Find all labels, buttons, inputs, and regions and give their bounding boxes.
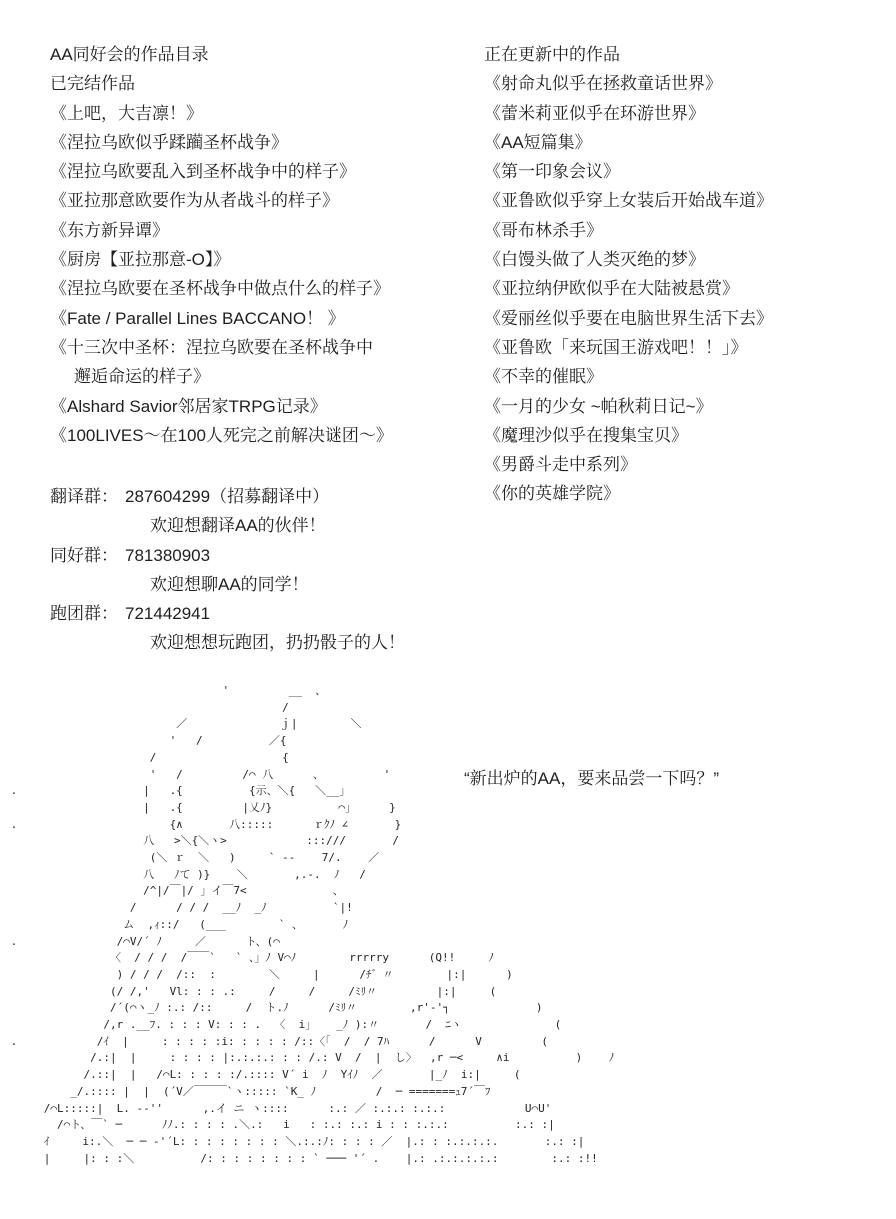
group-note: 欢迎想聊AA的同学！ [150, 574, 309, 594]
ascii-art-line: | .{ |乂ﾉ} ⌒」 } [4, 800, 396, 814]
completed-work-item: 《上吧，大吉凛！》 [50, 103, 203, 123]
ascii-art-line: . {∧ 八::::: ｒｸﾉ ∠ } [4, 817, 402, 831]
ascii-art-line: /^|/￣|/ 」イ￣7< 、 [4, 884, 344, 898]
ascii-art-line: ' __ 、 [4, 684, 327, 697]
ascii-art-line: ／ ｊ| ＼ [4, 717, 362, 731]
ascii-art-line: /⌒ト、￣` ─ ﾉﾉ.: : : : .＼.: i : :.: :.: i : : :.:.: :.: :| [4, 1118, 555, 1132]
catalog-title: AA同好会的作品目录 [50, 45, 209, 64]
trpg-group [50, 599, 405, 628]
ascii-art-line: 〈 / / / /￣￣` ` 、」ﾉ V⌒ﾉ rrrrry (Q!! ﾉ [4, 951, 494, 965]
completed-works-column [50, 40, 393, 450]
group-note: 欢迎想想玩跑团，扔扔骰子的人！ [150, 633, 405, 653]
completed-work-item: 《十三次中圣杯：涅拉乌欧要在圣杯战争中 [50, 337, 373, 357]
group-note: 欢迎想翻译AA的伙伴！ [150, 516, 326, 536]
ascii-art-line: | |: : :＼ /: : : : : : : : ` ─── '´ . |.: .:.:.:.:.: :.: :!! [4, 1151, 598, 1165]
group-label: 跑团群： [50, 604, 118, 624]
completed-work-item: 《东方新异谭》 [50, 220, 169, 240]
ascii-art-line: /,r .__ﾌ. : : : V: : : . 〈 i」 _ﾉ ):〃 / ﾆヽ ( [4, 1018, 562, 1032]
completed-work-item: 《厨房【亚拉那意-O】》 [50, 250, 231, 270]
completed-work-item: 《亚拉那意欧要作为从者战斗的样子》 [50, 191, 339, 211]
ascii-art-line: 八 ﾉて )} ＼ ,.-. ﾉ / [4, 867, 366, 881]
ascii-art-illustration [4, 683, 614, 1167]
group-info [50, 482, 405, 658]
ongoing-work-item: 《白馒头做了人类灭绝的梦》 [484, 250, 705, 270]
ascii-art-line: ) / / / /:: : ＼ | /ﾁ゛〃 |:| ) [4, 967, 513, 981]
ongoing-work-item: 《不幸的催眠》 [484, 367, 603, 387]
fan-group [50, 541, 405, 570]
ascii-art-line: (/ /,' Vl: : : .: / / /ﾐﾘ〃 |:| ( [4, 984, 497, 998]
ongoing-work-item: 《亚鲁欧似乎穿上女装后开始战车道》 [484, 191, 773, 211]
ascii-art-line: / { [4, 750, 289, 764]
translation-group [50, 482, 405, 511]
ongoing-work-item: 《魔理沙似乎在搜集宝贝》 [484, 425, 688, 445]
completed-work-item: 《Alshard Savior邻居家TRPG记录》 [50, 396, 327, 416]
ongoing-works-heading: 正在更新中的作品 [484, 45, 620, 64]
ascii-art-line: /.::| | /⌒L: : : : :/.:::: V´ i ﾉ Yｲﾉ ／ |_ﾉ i:| ( [4, 1068, 521, 1082]
ongoing-work-item: 《一月的少女 ~帕秋莉日记~》 [484, 396, 713, 416]
ascii-art-line: (＼ ｒ ＼ ) ` -- 7/. ／ [4, 851, 380, 865]
ongoing-work-item: 《射命丸似乎在拯救童话世界》 [484, 74, 722, 94]
completed-work-item: 《涅拉乌欧要乱入到圣杯战争中的样子》 [50, 162, 356, 182]
ascii-art-line: / / / / __ﾉ _ﾉ `|! [4, 901, 353, 915]
ongoing-work-item: 《哥布林杀手》 [484, 220, 603, 240]
ongoing-work-item: 《爱丽丝似乎要在电脑世界生活下去》 [484, 308, 773, 328]
ongoing-work-item: 《男爵斗走中系列》 [484, 455, 637, 475]
ascii-art-line: /´(⌒ヽ_ﾉ :.: /:: / ト.ﾉ /ﾐﾘ〃 ,r'-'┐ ) [4, 1001, 543, 1015]
ascii-art-line: . /⌒V/´ ﾉ ／ ト、(⌒ [4, 934, 280, 948]
completed-work-item: 《100LIVES～在100人死完之前解决谜团～》 [50, 425, 393, 445]
ascii-art-line: / [4, 700, 289, 714]
ongoing-work-item: 《第一印象会议》 [484, 162, 620, 182]
completed-work-item: 《涅拉乌欧似乎蹂躏圣杯战争》 [50, 132, 288, 152]
group-label: 翻译群： [50, 487, 118, 506]
ascii-art-line: 八 >＼{＼ヽ> :::/// / [4, 834, 399, 848]
ascii-art-line: . | .{ {示、＼{ ＼__」 [4, 784, 351, 798]
completed-work-item-continued: 邂逅命运的样子》 [74, 367, 210, 387]
completed-work-item: 《Fate / Parallel Lines BACCANO！ 》 [50, 308, 345, 328]
ascii-art-line: _/.:::: | | (´V／￣￣￣`ヽ::::: `K_ ﾉ / ─ =======ｭ7´￣ﾌ [4, 1084, 491, 1098]
ongoing-work-item: 《蕾米莉亚似乎在环游世界》 [484, 103, 705, 123]
ongoing-work-item: 《AA短篇集》 [484, 132, 592, 152]
ascii-art-line: ｲ i:.＼ ─ ─ ‐'´L: : : : : : : : ＼.:.:ﾉ: : : : ／ |.: : :.:.:.:. :.: :| [4, 1134, 585, 1148]
ascii-art-line: ' / ／{ [4, 734, 287, 748]
ongoing-work-item: 《亚鲁欧「来玩国王游戏吧！！」》 [484, 337, 748, 357]
group-number: 721442941 [125, 604, 211, 624]
ascii-art-line: ' / /⌒ 八 、 ' [4, 767, 391, 781]
group-label: 同好群： [50, 545, 118, 565]
completed-work-item: 《涅拉乌欧要在圣杯战争中做点什么的样子》 [50, 279, 390, 299]
group-number: 781380903 [125, 545, 211, 565]
ongoing-work-item: 《亚拉纳伊欧似乎在大陆被悬赏》 [484, 279, 739, 299]
speech-quote: “新出炉的AA，要来品尝一下吗？” [464, 769, 719, 788]
completed-works-heading: 已完结作品 [50, 74, 135, 94]
ongoing-works-column [484, 40, 773, 509]
group-number: 287604299（招募翻译中） [125, 487, 330, 506]
ongoing-work-item: 《你的英雄学院》 [484, 484, 620, 504]
ascii-art-line: /.:| | : : : : |:.:.:.: : : /.: V / | し〉 ,r ─< ∧i ) ﾉ [4, 1051, 615, 1065]
ascii-art-line: ム ,ｨ::/ (___ ` 、 ﾉ [4, 917, 349, 931]
ascii-art-line: /⌒L:::::| L. ‐‐'' ,.イ ニ ヽ:::: :.: ／ :.:.: :.:.: U⌒U' [4, 1101, 552, 1115]
ascii-art-line: . /ｲ | : : : : :i: : : : : /::〈「 / / 7ﾊ / V ( [4, 1034, 549, 1048]
